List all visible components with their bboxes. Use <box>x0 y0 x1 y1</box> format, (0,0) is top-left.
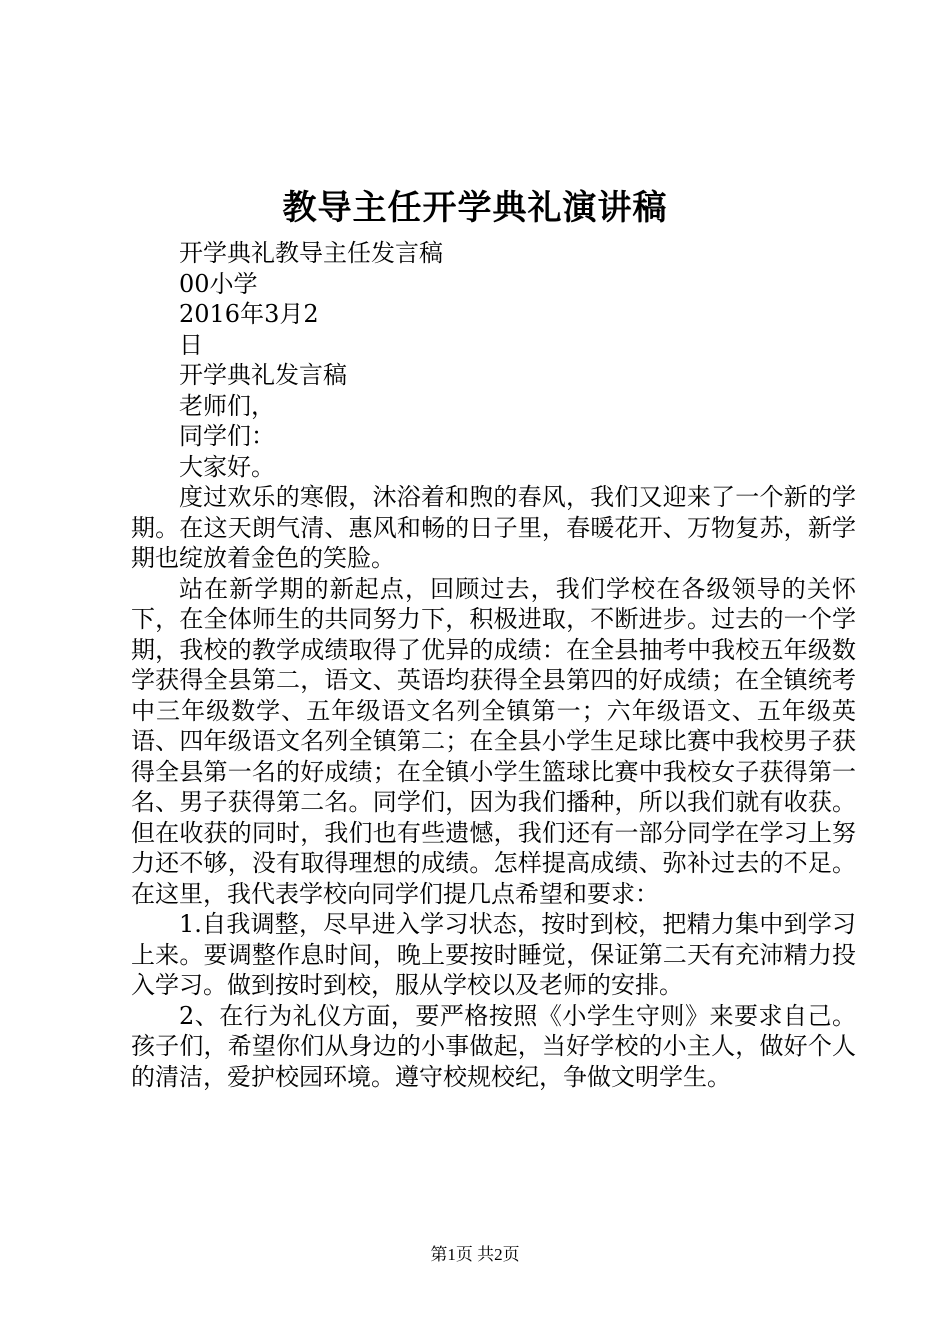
greeting-line: 大家好。 <box>179 452 275 481</box>
body-paragraph: 站在新学期的新起点，回顾过去，我们学校在各级领导的关怀下，在全体师生的共同努力下，积极进取，不断进步。过去的一个学期，我校的教学成绩取得了优异的成绩：在全县抽考中我校五年级数学获得全县第二，语文、英语均获得全县第四的好成绩；在全镇统考中三年级数学、五年级语文名列全镇第一；六年级语文、五年级英语、四年级语文名列全镇第二；在全县小学生足球比赛中我校男子获得全县第一名的好成绩；在全镇小学生篮球比赛中我校女子获得第一名、男子获得第二名。同学们，因为我们播种，所以我们就有收获。但在收获的同时，我们也有些遗憾，我们还有一部分同学在学习上努力还不够，没有取得理想的成绩。怎样提高成绩、弥补过去的不足。在这里，我代表学校向同学们提几点希望和要求： <box>131 574 856 908</box>
heading-line: 日 <box>179 330 203 359</box>
body-paragraph: 1.自我调整，尽早进入学习状态，按时到校，把精力集中到学习上来。要调整作息时间，晚上要按时睡觉，保证第二天有充沛精力投入学习。做到按时到校，服从学校以及老师的安排。 <box>131 910 856 999</box>
heading-line: 开学典礼发言稿 <box>179 361 347 389</box>
body-paragraph: 度过欢乐的寒假，沐浴着和煦的春风，我们又迎来了一个新的学期。在这天朗气清、惠风和畅的日子里，春暖花开、万物复苏，新学期也绽放着金色的笑脸。 <box>131 483 856 572</box>
document-title: 教导主任开学典礼演讲稿 <box>282 188 668 228</box>
greeting-line: 同学们： <box>179 422 275 450</box>
body-paragraph: 2、在行为礼仪方面，要严格按照《小学生守则》来要求自己。孩子们，希望你们从身边的小事做起，当好学校的小主人，做好个人的清洁，爱护校园环境。遵守校规校纪，争做文明学生。 <box>131 1001 856 1091</box>
document-body <box>131 238 856 1092</box>
heading-line: 2016年3月2 <box>179 300 319 328</box>
page-number-footer: 第1页 共2页 <box>430 1245 520 1264</box>
heading-line: 开学典礼教导主任发言稿 <box>179 239 443 267</box>
greeting-line: 老师们， <box>179 391 275 420</box>
heading-line: 00小学 <box>179 269 258 298</box>
